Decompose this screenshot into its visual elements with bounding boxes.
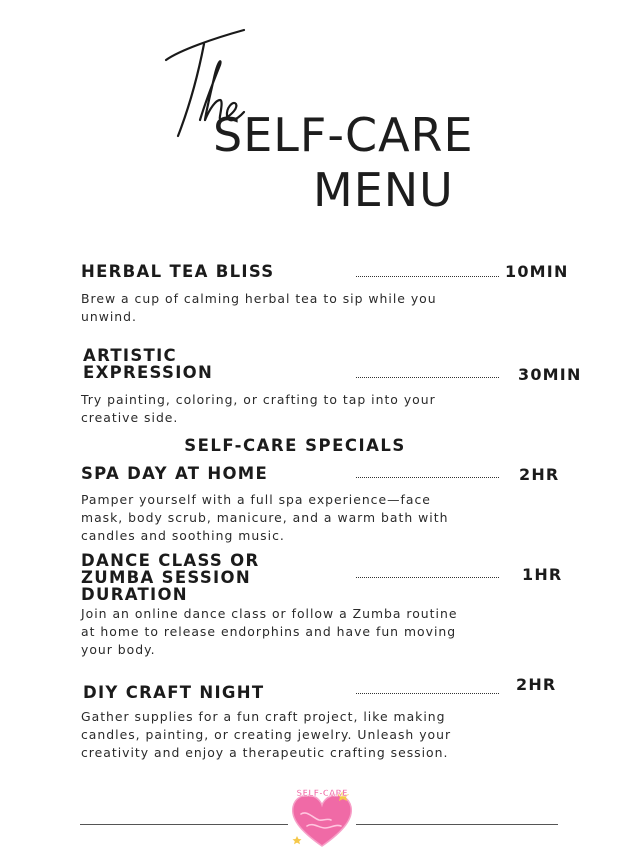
heart-hands-icon [289,784,355,850]
item-name-artistic-expression [83,347,213,381]
star-icon [293,836,302,844]
dotted-leader [356,577,499,578]
item-name-line: EXPRESSION [83,363,214,382]
item-time-dance-class: 1HR [522,565,563,584]
dotted-leader [356,693,499,694]
item-name-spa-day: SPA DAY AT HOME [81,464,269,483]
item-name-line: DANCE CLASS OR [81,551,260,570]
item-name-dance-class [81,552,260,603]
self-care-heart-logo [289,784,355,850]
footer-divider-left [80,824,288,825]
item-description-herbal-tea: Brew a cup of calming herbal tea to sip while you unwind. [81,291,437,324]
dotted-leader [356,276,499,277]
title-line-2: MENU [313,163,454,217]
item-time-spa-day: 2HR [519,465,560,484]
item-description-spa-day: Pamper yourself with a full spa experience—face mask, body scrub, manicure, and a warm bath with candles and soothing music. [81,492,449,543]
dotted-leader [356,477,499,478]
dotted-leader [356,377,499,378]
item-description-diy-craft: Gather supplies for a fun craft project, like making candles, painting, or creating jewelry. Unleash your creativity and enjoy a therapeutic crafting session. [81,709,452,760]
item-name-diy-craft: DIY CRAFT NIGHT [83,683,265,702]
footer-divider-right [356,824,558,825]
logo-text: SELF-CARE [296,789,348,799]
item-name-line: DURATION [81,585,188,604]
item-name-line: ARTISTIC [83,346,177,365]
item-time-artistic-expression: 30MIN [518,365,582,384]
item-time-diy-craft: 2HR [516,675,557,694]
item-time-herbal-tea: 10MIN [505,262,569,281]
item-description-artistic-expression: Try painting, coloring, or crafting to tap into your creative side. [81,392,436,425]
item-description-dance-class: Join an online dance class or follow a Zumba routine at home to release endorphins and have fun moving your body. [81,606,458,657]
item-name-line: ZUMBA SESSION [81,568,251,587]
title-line-1: SELF-CARE [213,108,474,162]
item-name-herbal-tea: HERBAL TEA BLISS [81,262,275,281]
section-title-specials: SELF-CARE SPECIALS [184,436,406,455]
